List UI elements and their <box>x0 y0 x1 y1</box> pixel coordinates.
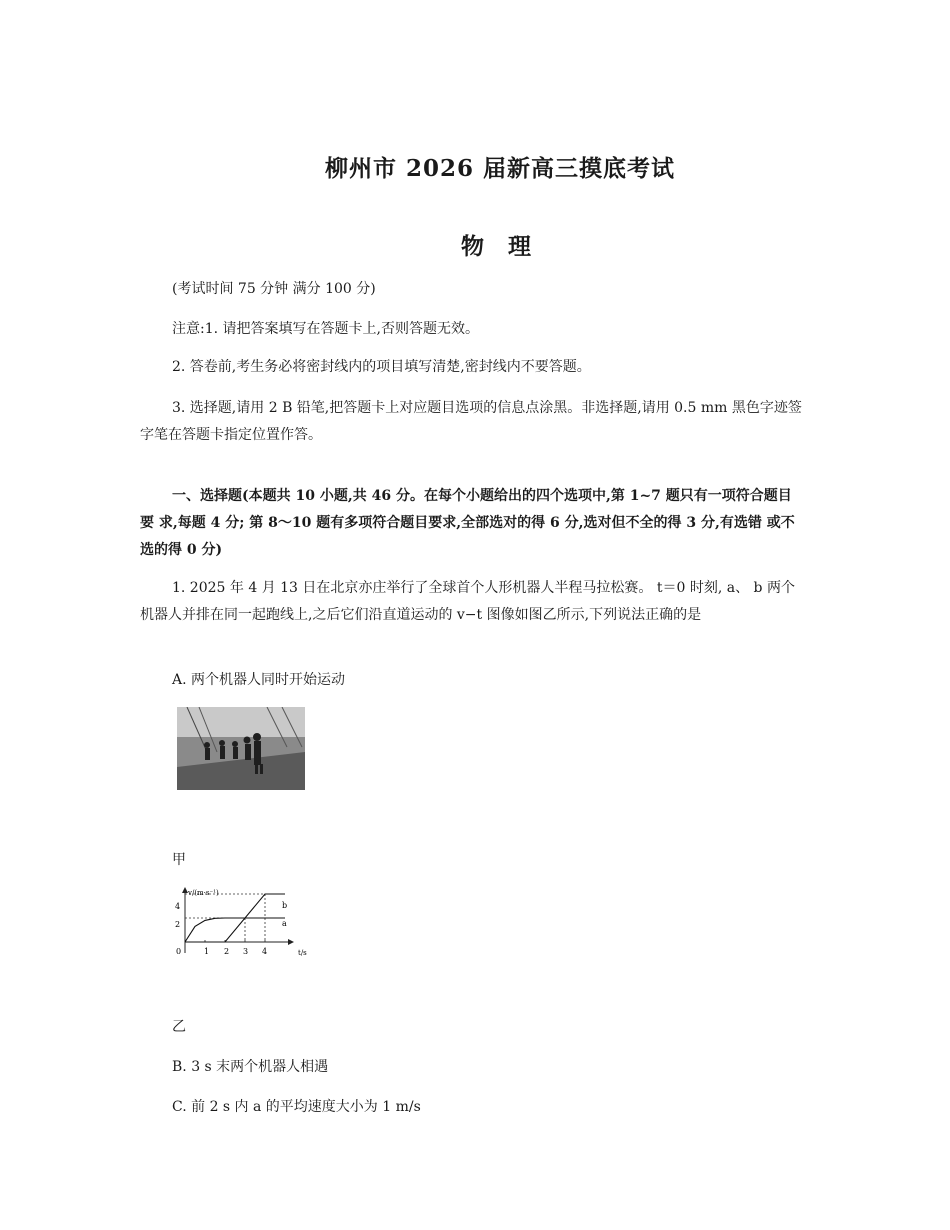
marathon-photo <box>177 707 305 790</box>
exam-title: 柳州市 2026 届新高三摸底考试 <box>324 155 676 182</box>
y-tick-2: 2 <box>175 920 181 929</box>
exam-info: (考试时间 75 分钟 满分 100 分) <box>172 281 376 297</box>
option-b: B. 3 s 末两个机器人相遇 <box>172 1059 329 1075</box>
origin-label: 0 <box>176 947 182 956</box>
y-tick-4: 4 <box>175 902 181 911</box>
figure-yi-label: 乙 <box>172 1019 186 1035</box>
x-tick-4: 4 <box>262 947 268 956</box>
graph-ylabel: v/(m·s⁻¹) <box>188 889 219 897</box>
x-tick-3: 3 <box>243 947 249 956</box>
section-heading: 一、选择题(本题共 10 小题,共 46 分。在每个小题给出的四个选项中,第 1~7 题只有一项符合题目要 求,每题 4 分; 第 8～10 题有多项符合题目要求,全部选对的得 6 分,选对但不全的得 3 分,有选错 或不选的得 0 分) <box>140 488 795 558</box>
graph-xlabel: t/s <box>298 949 307 957</box>
x-tick-2: 2 <box>224 947 230 956</box>
series-a-label: a <box>282 919 287 928</box>
x-axis-arrow <box>288 939 294 945</box>
note-2: 2. 答卷前,考生务必将密封线内的项目填写清楚,密封线内不要答题。 <box>172 359 591 375</box>
figure-jia-label: 甲 <box>172 852 186 868</box>
question-1-stem: 1. 2025 年 4 月 13 日在北京亦庄举行了全球首个人形机器人半程马拉松赛。 t＝0 时刻, a、 b 两个机器人并排在同一起跑线上,之后它们沿直道运动的 v−t 图像如图乙所示,下列说法正确的是 <box>140 580 795 623</box>
option-a: A. 两个机器人同时开始运动 <box>172 672 346 688</box>
note-1: 注意:1. 请把答案填写在答题卡上,否则答题无效。 <box>172 321 479 337</box>
option-c: C. 前 2 s 内 a 的平均速度大小为 1 m/s <box>172 1099 421 1115</box>
series-b-label: b <box>282 901 288 910</box>
x-tick-1: 1 <box>204 947 210 956</box>
vt-graph <box>172 885 312 965</box>
subject-title: 物 理 <box>460 233 539 260</box>
note-3: 3. 选择题,请用 2 B 铅笔,把答题卡上对应题目选项的信息点涂黑。非选择题,请用 0.5 mm 黑色字迹签字笔在答题卡指定位置作答。 <box>140 400 802 443</box>
